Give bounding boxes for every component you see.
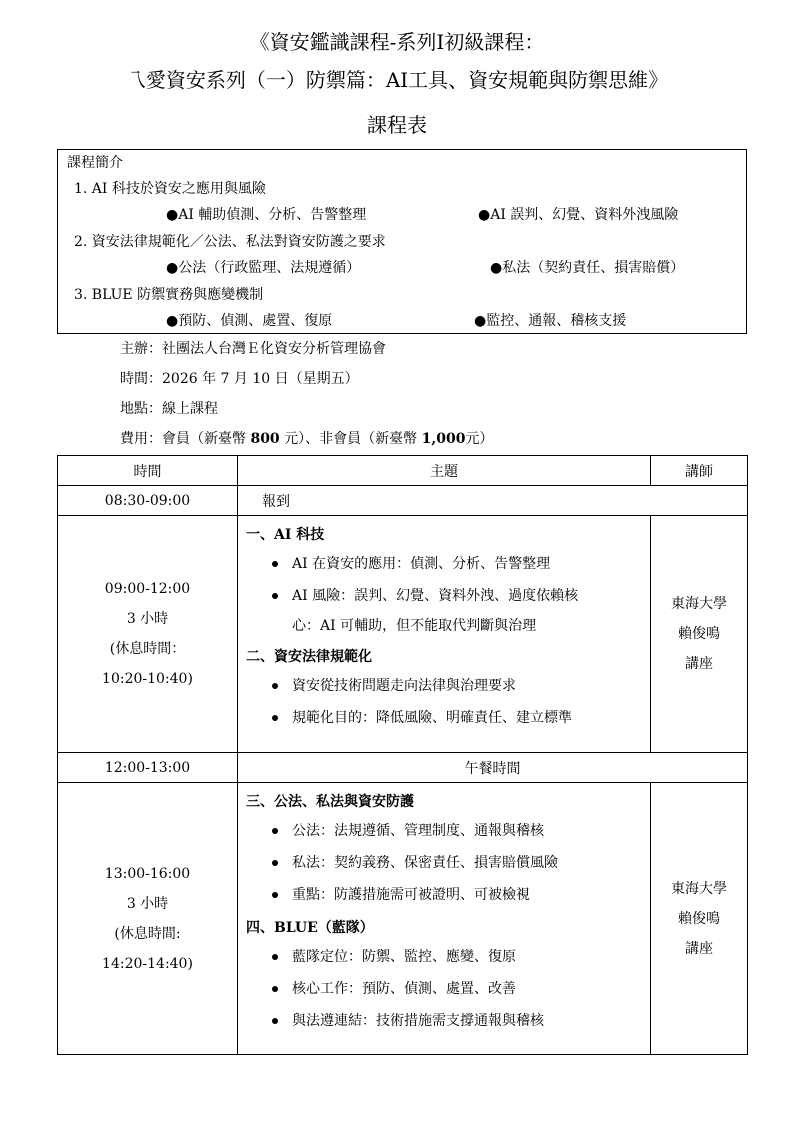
list-item — [246, 702, 642, 734]
session-1-duration: 3 小時 — [126, 611, 169, 627]
session-2-break-label: (休息時間: — [114, 925, 181, 942]
section-heading: 四、BLUE（藍隊） — [246, 920, 374, 936]
session-2-time — [58, 783, 238, 1055]
speaker-title: 講座 — [685, 656, 713, 672]
speaker-affiliation: 東海大學 — [671, 880, 727, 897]
session-2-time-range: 13:00-16:00 — [104, 865, 191, 882]
speaker-name: 賴俊鳴 — [678, 626, 720, 642]
session-1-break-label: (休息時間： — [109, 641, 186, 657]
session-2-topics — [238, 783, 651, 1055]
title-line-2: 乁愛資安系列（一）防禦篇：AI工具、資安規範與防禦思維》 — [125, 68, 669, 92]
location-text: 地點：線上課程 — [120, 401, 218, 417]
intro-item-3-left: ●預防、偵測、處置、復原 — [166, 313, 333, 329]
bullet-text: 公法：法規遵循、管理制度、通報與稽核 — [292, 823, 544, 839]
list-item — [246, 548, 642, 580]
bullet-dot — [272, 683, 278, 689]
session-1-time-range: 09:00-12:00 — [104, 581, 191, 597]
fee-nonmember: 1,000 — [421, 431, 466, 447]
table-row-session-2 — [58, 783, 748, 1055]
bullet-text: 規範化目的：降低風險、明確責任、建立標準 — [292, 710, 572, 726]
section-heading: 三、公法、私法與資安防護 — [246, 794, 414, 810]
bullet-dot — [272, 954, 278, 960]
bullet-text: 藍隊定位：防禦、監控、應變、復原 — [292, 949, 516, 965]
checkin-time: 08:30-09:00 — [58, 486, 238, 516]
intro-item-2-left: ●公法（行政監理、法規遵循） — [166, 260, 361, 276]
fee-mid: 元）、非會員（新臺幣 — [284, 431, 418, 447]
list-item — [246, 941, 642, 973]
section-heading: 一、AI 科技 — [246, 527, 325, 543]
intro-item-3-right: ●監控、通報、稽核支援 — [474, 313, 627, 329]
table-header-row — [58, 456, 748, 486]
intro-heading: 課程簡介 — [67, 155, 123, 171]
session-1-speaker — [651, 516, 748, 753]
course-intro-box — [57, 149, 747, 334]
list-item — [246, 1005, 642, 1037]
section-heading: 二、資安法律規範化 — [246, 649, 372, 665]
intro-item-2-right: ●私法（契約責任、損害賠償） — [490, 260, 685, 276]
bullet-text: 核心工作：預防、偵測、處置、改善 — [292, 981, 516, 997]
list-item — [246, 847, 642, 879]
speaker-name: 賴俊鳴 — [678, 910, 720, 927]
bullet-dot — [272, 561, 278, 567]
list-item — [246, 879, 642, 911]
lunch-topic: 午餐時間 — [238, 753, 748, 783]
header-time: 時間 — [58, 456, 238, 486]
title-line-3: 課程表 — [367, 113, 427, 137]
organizer-text: 主辦：社團法人台灣Ｅ化資安分析管理協會 — [120, 341, 386, 357]
session-2-break-time: 14:20-14:40) — [102, 955, 193, 972]
bullet-text: AI 風險：誤判、幻覺、資料外洩、過度依賴核 — [292, 588, 579, 604]
header-speaker: 講師 — [651, 456, 748, 486]
bullet-dot — [272, 715, 278, 721]
list-item — [246, 973, 642, 1005]
fee-prefix: 費用：會員（新臺幣 — [120, 431, 246, 447]
bullet-dot — [272, 1018, 278, 1024]
speaker-title: 講座 — [685, 940, 713, 957]
session-1-topics — [238, 516, 651, 753]
bullet-text: 私法：契約義務、保密責任、損害賠償風險 — [292, 855, 558, 871]
session-2-speaker — [651, 783, 748, 1055]
bullet-dot — [272, 860, 278, 866]
schedule-table — [57, 455, 748, 1055]
session-1-break-time: 10:20-10:40) — [102, 671, 193, 687]
fee-member: 800 — [250, 431, 280, 447]
session-2-duration: 3 小時 — [126, 895, 169, 912]
bullet-dot — [272, 828, 278, 834]
session-1-time — [58, 516, 238, 753]
bullet-dot — [272, 892, 278, 898]
list-item — [246, 670, 642, 702]
intro-item-1-right: ●AI 誤判、幻覺、資料外洩風險 — [478, 207, 679, 223]
title-line-1: 《資安鑑識課程-系列Ⅰ初級課程： — [249, 30, 545, 54]
lunch-time: 12:00-13:00 — [58, 753, 238, 783]
time-text: 時間：2026 年 7 月 10 日（星期五） — [120, 371, 359, 387]
table-row-lunch — [58, 753, 748, 783]
bullet-dot — [272, 986, 278, 992]
bullet-text: 與法遵連結：技術措施需支撐通報與稽核 — [292, 1013, 544, 1029]
list-item — [246, 815, 642, 847]
table-row-session-1 — [58, 516, 748, 753]
bullet-dot — [272, 593, 278, 599]
list-item — [246, 580, 642, 612]
fee-text — [120, 430, 493, 448]
checkin-topic: 報到 — [238, 486, 748, 516]
intro-item-3-label: 3. BLUE 防禦實務與應變機制 — [74, 287, 264, 303]
fee-suffix: 元） — [465, 431, 494, 447]
speaker-affiliation: 東海大學 — [671, 596, 727, 612]
bullet-text: 重點：防護措施需可被證明、可被檢視 — [292, 887, 530, 903]
intro-item-1-left: ●AI 輔助偵測、分析、告警整理 — [166, 207, 367, 223]
list-item-continuation — [246, 612, 642, 640]
table-row-checkin — [58, 486, 748, 516]
intro-item-2-label: 2. 資安法律規範化／公法、私法對資安防護之要求 — [74, 234, 386, 250]
bullet-text: 心：AI 可輔助，但不能取代判斷與治理 — [292, 618, 537, 634]
bullet-text: 資安從技術問題走向法律與治理要求 — [292, 678, 516, 694]
intro-item-1-label: 1. AI 科技於資安之應用與風險 — [74, 181, 266, 197]
header-topic: 主題 — [238, 456, 651, 486]
bullet-text: AI 在資安的應用：偵測、分析、告警整理 — [292, 556, 551, 572]
